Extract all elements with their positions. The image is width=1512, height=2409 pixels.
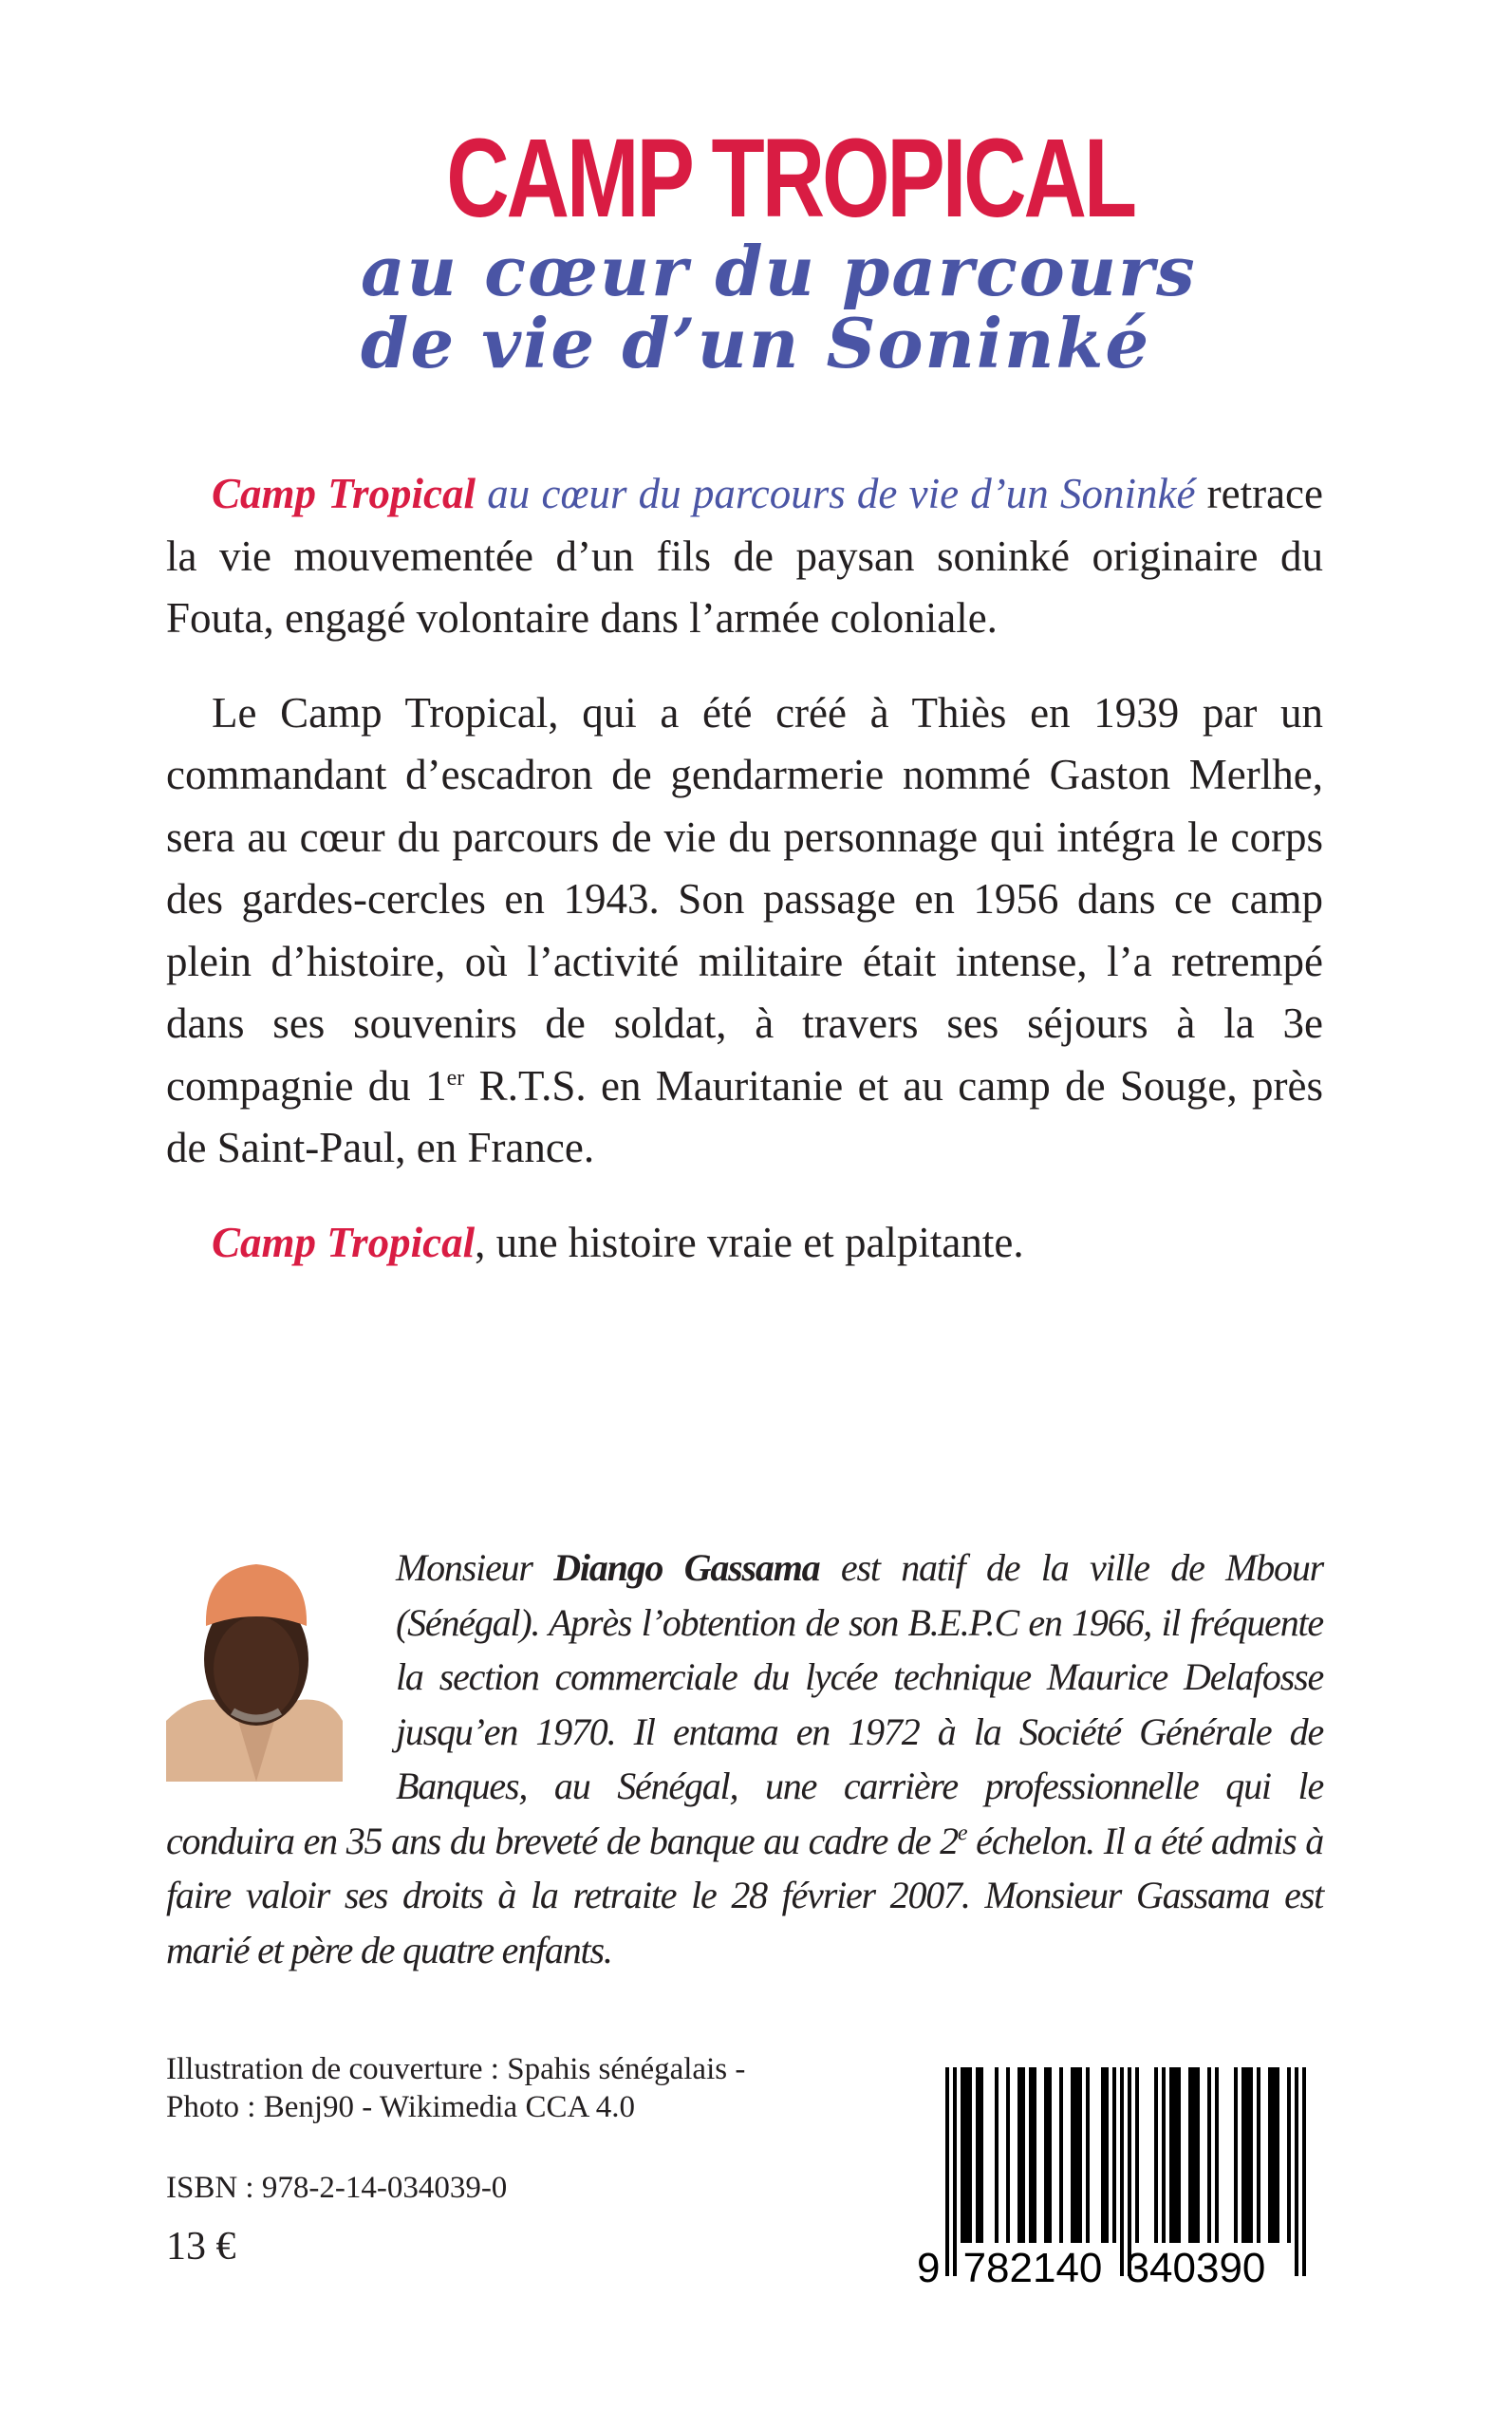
barcode-bar [1192, 2067, 1196, 2243]
barcode-bar [1173, 2067, 1177, 2243]
barcode-right-digits: 340390 [1126, 2245, 1266, 2286]
barcode-bar [1006, 2067, 1010, 2243]
summary-paragraph-1 [166, 463, 1323, 650]
barcode-bar [1033, 2067, 1036, 2243]
barcode-bar [1044, 2067, 1048, 2243]
barcode-bar [1112, 2067, 1116, 2243]
summary-text: retrace la vie mouvementée d’un fils de paysan soninké originaire du Fouta, engagé volontaire dans l’armée coloniale. [166, 470, 1323, 642]
isbn-barcode [911, 2067, 1329, 2286]
barcode-bar [1207, 2067, 1211, 2243]
barcode-left-digits: 782140 [962, 2245, 1103, 2286]
barcode-bar [1257, 2067, 1260, 2243]
price: 13 € [166, 2225, 236, 2269]
barcode-bar [1272, 2067, 1276, 2243]
author-name: Diango Gassama [553, 1546, 820, 1589]
book-subtitle-line2: de vie d’un Soninké [361, 303, 1151, 383]
summary-text: Le Camp Tropical, qui a été créé à Thiès en 1939 par un commandant d’escadron de gendarmerie nommé Gaston Merlhe, sera au cœur du parcours de vie du personnage qui intégra le corps des gardes-cercles en 1943. Son passage en 1956 dans ce camp plein d’histoire, où l’activité militaire était intense, l’a retrempé dans ses souvenirs de soldat, à travers ses séjours à la 3e compagnie du 1 [166, 688, 1323, 1110]
barcode-bar [1135, 2067, 1139, 2243]
barcode-bar [1162, 2067, 1166, 2243]
barcode-bar [1287, 2067, 1291, 2243]
barcode-bar [976, 2067, 980, 2243]
barcode-bar [1196, 2067, 1200, 2243]
barcode-bar [1249, 2067, 1253, 2243]
barcode-bar [961, 2067, 964, 2243]
barcode-bar [1078, 2067, 1082, 2243]
summary [166, 463, 1323, 1306]
author-bio [166, 1541, 1323, 1977]
summary-text: , une histoire vraie et palpitante. [475, 1218, 1024, 1266]
barcode-bar [980, 2067, 983, 2243]
subtitle-mention: au cœur du parcours de vie d’un Soninké [476, 470, 1196, 517]
barcode-bar [1059, 2067, 1063, 2243]
barcode-bar [1215, 2067, 1219, 2243]
barcode-bar [1169, 2067, 1173, 2243]
bio-text: Monsieur [396, 1546, 554, 1589]
barcode-bar [1071, 2067, 1074, 2243]
barcode-bar [1302, 2067, 1306, 2276]
barcode-bar [1029, 2067, 1033, 2243]
barcode-bar [1105, 2067, 1109, 2243]
cover-title-block [361, 116, 1197, 383]
barcode-bar [945, 2067, 949, 2276]
barcode-bar [968, 2067, 972, 2243]
barcode-bar [1120, 2067, 1124, 2276]
barcode-bar [1241, 2067, 1245, 2243]
barcode-bar [1234, 2067, 1238, 2243]
barcode-bar [1101, 2067, 1105, 2243]
barcode-bar [1177, 2067, 1181, 2243]
bio-text: est natif de la ville de Mbour (Sénégal). Après l’obtention de son B.E.P.C en 1966, il fréquente la section commerciale du lycée technique Maurice Delafosse jusqu’en 1970. Il entama en 1972 à la Société Générale de Banques, au Sénégal, une carrière professionnelle qui le conduira en 35 ans du breveté de banque au cadre de 2 [166, 1546, 1323, 1862]
barcode-lead-digit: 9 [917, 2245, 941, 2286]
book-subtitle-line1: au cœur du parcours [361, 231, 1197, 311]
barcode-bar [1188, 2067, 1192, 2243]
barcode-bar [953, 2067, 957, 2276]
barcode-bar [1245, 2067, 1249, 2243]
summary-paragraph-2 [166, 682, 1323, 1180]
superscript: er [446, 1065, 465, 1091]
barcode-bar [1154, 2067, 1158, 2243]
summary-text: R.T.S. en Mauritanie et au camp de Souge, près de Saint-Paul, en France. [166, 1061, 1323, 1171]
barcode-bar [1086, 2067, 1090, 2243]
barcode-bar [1021, 2067, 1025, 2243]
barcode-bar [1048, 2067, 1052, 2243]
barcode-bar [1295, 2067, 1298, 2276]
barcode-bar [1268, 2067, 1272, 2243]
bio-text: échelon. Il a été admis à faire valoir ses droits à la retraite le 28 février 2007. Monsieur Gassama est marié et père de quatre enfants. [166, 1819, 1324, 1971]
barcode-bar [1017, 2067, 1021, 2243]
barcode-bar [964, 2067, 968, 2243]
superscript: e [957, 1821, 967, 1846]
isbn: ISBN : 978-2-14-034039-0 [166, 2171, 508, 2205]
author-photo [166, 1559, 343, 1782]
credit-line: Illustration de couverture : Spahis sénégalais - [166, 2052, 746, 2086]
barcode-bar [1074, 2067, 1078, 2243]
summary-paragraph-3 [166, 1212, 1323, 1275]
credit-line: Photo : Benj90 - Wikimedia CCA 4.0 [166, 2090, 635, 2124]
barcode-bar [995, 2067, 999, 2243]
barcode-bar [1276, 2067, 1279, 2243]
title-mention: Camp Tropical [212, 470, 476, 517]
title-mention: Camp Tropical [212, 1218, 476, 1266]
book-title: CAMP TROPICAL [446, 116, 1134, 241]
cover-credits [166, 2050, 745, 2126]
